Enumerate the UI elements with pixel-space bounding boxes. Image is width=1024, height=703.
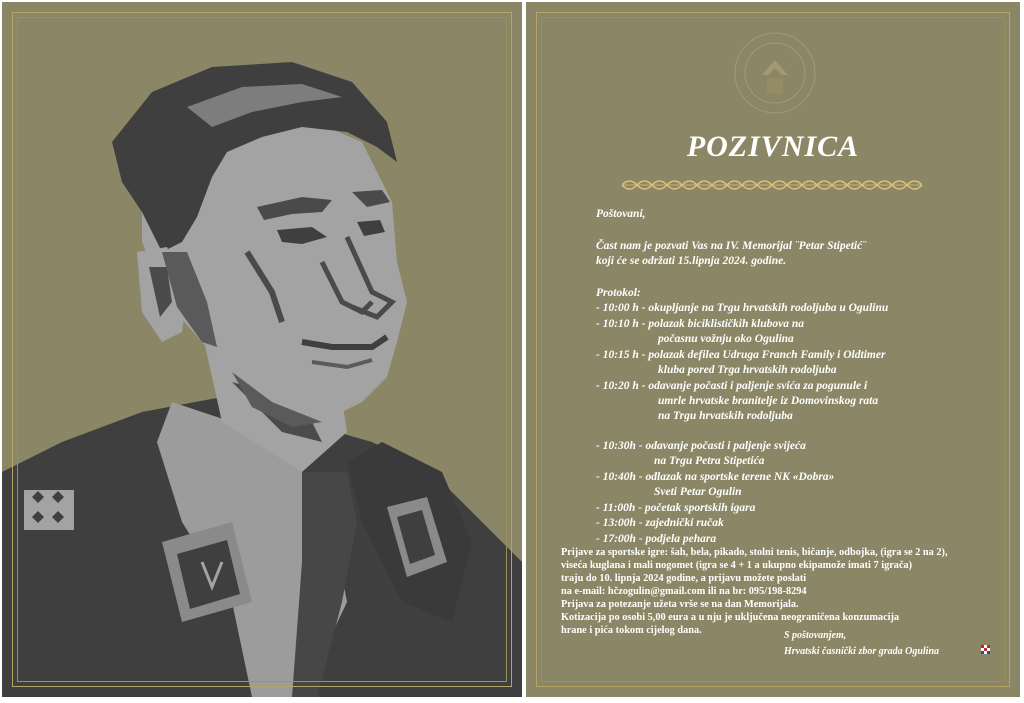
closing: S poštovanjem,: [784, 630, 847, 641]
ornamental-divider: [622, 176, 922, 194]
note-line: Prijave za sportske igre: šah, bela, pikado, stolni tenis, bičanje, odbojka, (igra se 2 na 2),: [561, 547, 948, 558]
note-line: Prijava za potezanje užeta vrše se na dan Memorijala.: [561, 599, 799, 610]
greeting: Poštovani,: [596, 208, 646, 220]
protocol-heading: Protokol:: [596, 287, 641, 299]
text-panel: [526, 2, 1020, 697]
note-line: viseća kuglana i mali nogomet (igra se 4 + 1 a ukupno ekipamože imati 7 igrača): [561, 560, 913, 571]
protocol-item: - 10:10 h - polazak biciklističkih klubova na: [596, 318, 804, 330]
protocol-item: - 11:00h - početak sportskih igara: [596, 502, 756, 514]
intro-line: Čast nam je pozvati Vas na IV. Memorijal ¨Petar Stipetić¨: [596, 240, 867, 252]
croatian-checkerboard-icon: [981, 645, 990, 654]
protocol-item: - 17:00h - podjela pehara: [596, 533, 717, 545]
invitation-title: POZIVNICA: [686, 130, 860, 163]
protocol-item: - 10:00 h - okupljanje na Trgu hrvatskih rodoljuba u Ogulinu: [596, 302, 889, 314]
protocol-item: - 10:15 h - polazak defilea Udruga Franch Family i Oldtimer: [596, 349, 886, 361]
protocol-item: počasnu vožnju oko Ogulina: [658, 333, 794, 345]
signature: Hrvatski časnički zbor grada Ogulina: [784, 646, 940, 657]
officer-portrait: [2, 2, 522, 697]
protocol-item: na Trgu hrvatskih rodoljuba: [658, 410, 793, 422]
note-line: na e-mail: hčzogulin@gmail.com ili na br: 095/198-8294: [561, 586, 807, 597]
protocol-item: Sveti Petar Ogulin: [654, 486, 742, 498]
protocol-item: - 10:40h - odlazak na sportske terene NK «Dobra»: [596, 471, 835, 483]
note-line: Kotizacija po osobi 5,00 eura a u nju je uključena neograničena konzumacija: [561, 612, 900, 623]
portrait-panel: [2, 2, 522, 697]
officers-association-emblem-icon: [732, 30, 818, 116]
protocol-item: umrle hrvatske branitelje iz Domovinskog rata: [658, 395, 879, 407]
note-line: hrane i pića tokom cijelog dana.: [561, 625, 702, 636]
protocol-item: - 10:20 h - odavanje počasti i paljenje svića za pogunule i: [596, 380, 868, 392]
intro-line: koji će se održati 15.lipnja 2024. godine.: [596, 255, 787, 267]
protocol-item: na Trgu Petra Stipetića: [654, 455, 765, 467]
note-line: traju do 10. lipnja 2024 godine, a prijavu možete poslati: [561, 573, 807, 584]
protocol-item: - 10:30h - odavanje počasti i paljenje svijeća: [596, 440, 806, 452]
protocol-item: - 13:00h - zajednički ručak: [596, 517, 724, 529]
protocol-item: kluba pored Trga hrvatskih rodoljuba: [658, 364, 837, 376]
